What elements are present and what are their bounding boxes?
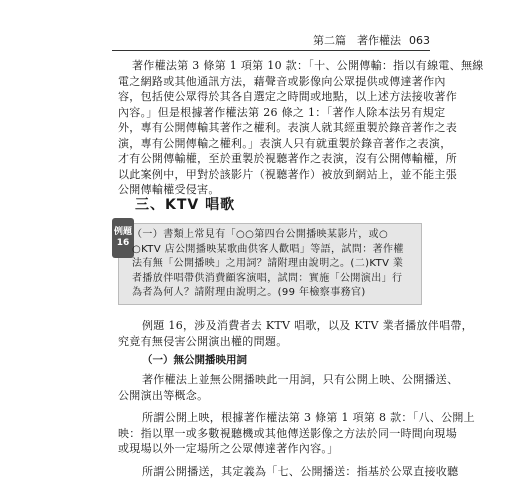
section-heading: 三、KTV 唱歌 xyxy=(135,197,236,213)
text-line: 演，專有公開傳輸之權利。」表演人只有就重製於錄音著作之表演， xyxy=(118,136,452,150)
text-line: 所謂公開播送，其定義為「七、公開播送：指基於公眾直接收聽 xyxy=(142,465,459,478)
example-tab-number: 16 xyxy=(116,238,130,248)
subsection-heading: （一）無公開播映用詞 xyxy=(142,354,247,366)
text-line: 電之網路或其他通訊方法，藉聲音或影像向公眾提供或傳達著作內 xyxy=(118,74,446,88)
example-line: （一）書類上常見有「○○第四台公開播映某影片，或○ xyxy=(132,229,389,240)
chapter-title: 第二篇 著作權法 xyxy=(313,34,401,47)
paragraph-5 xyxy=(118,464,459,480)
text-line: 著作權法第 3 條第 1 項第 10 款：「十、公開傳輸：指以有線電、無線 xyxy=(132,59,484,72)
example-question xyxy=(132,228,416,301)
header-right xyxy=(313,32,430,48)
text-line: 或現場以外一定場所之公眾傳達著作內容。」 xyxy=(118,442,339,455)
example-tab-label: 例題 xyxy=(113,227,132,237)
paragraph-1 xyxy=(118,58,484,198)
paragraph-4 xyxy=(118,410,475,457)
page-number: 063 xyxy=(409,33,430,47)
text-line: 才有公開傳輸權，至於重製於視聽著作之表演，沒有公開傳輸權，所 xyxy=(118,152,457,165)
paragraph-2 xyxy=(118,318,473,349)
example-line: 法有無「公開播映」之用詞？請附理由說明之。(二)KTV 業 xyxy=(132,258,404,269)
example-line: 者播放伴唱帶供消費顧客演唱，試問：實施「公開演出」行 xyxy=(132,272,403,284)
example-tab xyxy=(112,218,134,258)
text-line: 容，包括使公眾得於其各自選定之時間或地點，以上述方法接收著作 xyxy=(118,90,457,103)
text-line: 公開演出等概念。 xyxy=(118,388,209,402)
text-line: 映：指以單一或多數視聽機或其他傳送影像之方法於同一時間向現場 xyxy=(118,426,457,440)
text-line: 例題 16，涉及消費者去 KTV 唱歌，以及 KTV 業者播放伴唱帶， xyxy=(142,319,473,332)
text-line: 公開傳輸權受侵害。 xyxy=(118,183,220,196)
text-line: 內容。」但是根據著作權法第 26 條之 1：「著作人除本法另有規定 xyxy=(118,105,446,119)
text-line: 究竟有無侵害公開演出權的問題。 xyxy=(118,334,288,348)
text-line: 外，專有公開傳輸其著作之權利。表演人就其經重製於錄音著作之表 xyxy=(118,121,457,134)
example-line: ○KTV 店公開播映某歌曲供客人歡唱」等語，試問：著作權 xyxy=(132,243,404,255)
page-header xyxy=(112,32,430,51)
paragraph-3 xyxy=(118,372,459,403)
text-line: 著作權法上並無公開播映此一用詞，只有公開上映、公開播送、 xyxy=(142,373,459,386)
text-line: 所謂公開上映，根據著作權法第 3 條第 1 項第 8 款：「八、公開上 xyxy=(142,411,475,424)
example-line: 為者為何人？請附理由說明之。(99 年檢察事務官) xyxy=(132,287,366,298)
text-line: 以此案例中，甲對於該影片（視聽著作）被放到網站上，並不能主張 xyxy=(118,167,457,181)
